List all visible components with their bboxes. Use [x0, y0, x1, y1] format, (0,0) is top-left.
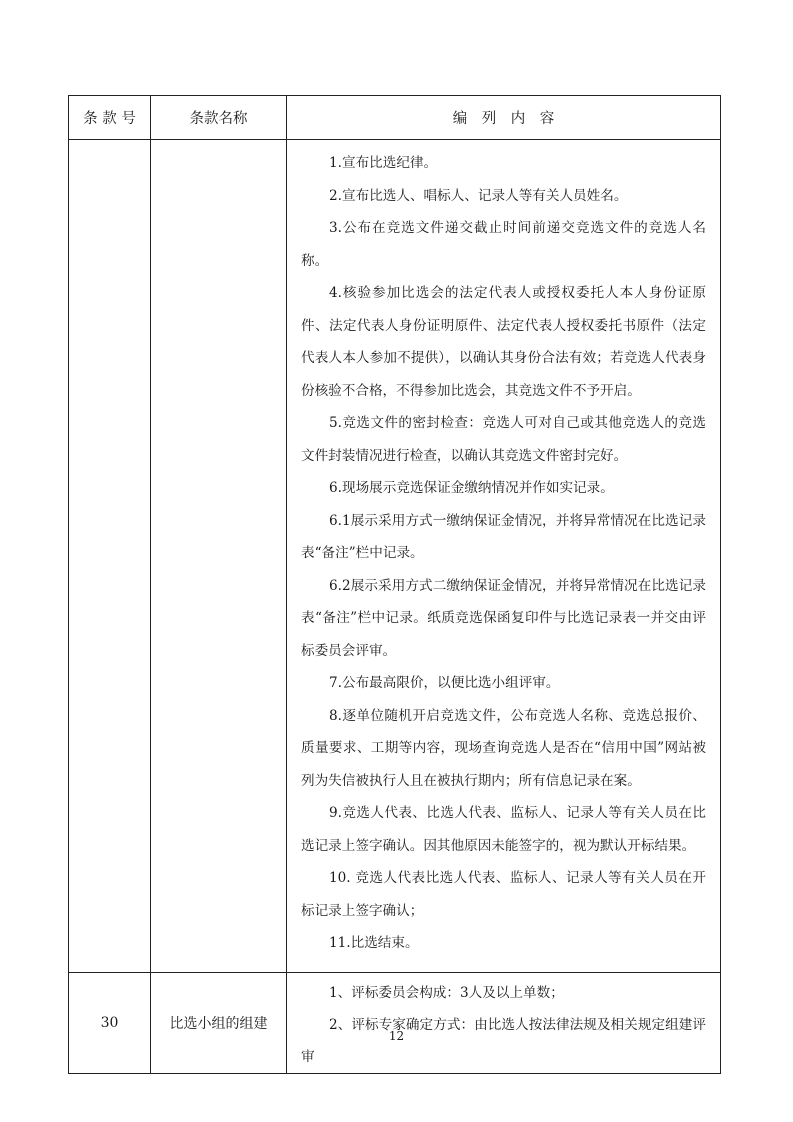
content-paragraph: 6.1展示采用方式一缴纳保证金情况，并将异常情况在比选记录表“备注”栏中记录。: [301, 512, 706, 561]
content-paragraph: 9.竞选人代表、比选人代表、监标人、记录人等有关人员在比选记录上签字确认。因其他原因未能签字的，视为默认开标结果。: [301, 805, 706, 854]
clause-content-cell: [287, 140, 721, 973]
header-clause-number: 条 款 号: [69, 96, 151, 140]
clause-table: [68, 95, 721, 1074]
content-paragraph: 7.公布最高限价，以便比选小组评审。: [329, 675, 560, 691]
content-paragraph: 2、评标专家确定方式：由比选人按法律法规及相关规定组建评审: [301, 1017, 706, 1065]
content-paragraph: 8.逐单位随机开启竞选文件，公布竞选人名称、竞选总报价、质量要求、工期等内容，现场查询竞选人是否在“信用中国”网站被列为失信被执行人且在被执行期内；所有信息记录在案。: [301, 707, 706, 789]
clause-content-cell: [287, 973, 721, 1074]
content-paragraph: 4.核验参加比选会的法定代表人或授权委托人本人身份证原件、法定代表人身份证明原件、法定代表人授权委托书原件（法定代表人本人参加不提供），以确认其身份合法有效；若竞选人代表身份核验不合格，不得参加比选会，其竞选文件不予开启。: [301, 285, 706, 399]
table-row: [69, 973, 721, 1074]
content-paragraph: 3.公布在竞选文件递交截止时间前递交竞选文件的竞选人名称。: [301, 220, 706, 269]
clause-number-cell: 30: [69, 973, 151, 1074]
content-paragraph: 2.宣布比选人、唱标人、记录人等有关人员姓名。: [329, 187, 628, 204]
page-number: 12: [388, 1029, 405, 1043]
header-content: 编 列 内 容: [287, 96, 721, 140]
clause-name-cell: [151, 140, 287, 973]
content-paragraph: 5.竞选文件的密封检查：竞选人可对自己或其他竞选人的竞选文件封装情况进行检查，以确认其竞选文件密封完好。: [301, 415, 706, 464]
content-paragraph: 1.宣布比选纪律。: [329, 155, 438, 171]
content-paragraph: 10. 竞选人代表比选人代表、监标人、记录人等有关人员在开标记录上签字确认；: [301, 870, 706, 919]
header-clause-name: 条款名称: [151, 96, 287, 140]
content-paragraph: 6.现场展示竞选保证金缴纳情况并作如实记录。: [329, 480, 614, 496]
content-paragraph: 11.比选结束。: [329, 935, 419, 951]
content-paragraph: 6.2展示采用方式二缴纳保证金情况，并将异常情况在比选记录表“备注”栏中记录。纸质竞选保函复印件与比选记录表一并交由评标委员会评审。: [301, 577, 706, 659]
table-row: [69, 140, 721, 973]
table-header-row: [69, 96, 721, 140]
content-paragraph: 1、评标委员会构成：3人及以上单数；: [329, 985, 564, 1001]
clause-number-cell: [69, 140, 151, 973]
clause-name-cell: 比选小组的组建: [151, 973, 287, 1074]
